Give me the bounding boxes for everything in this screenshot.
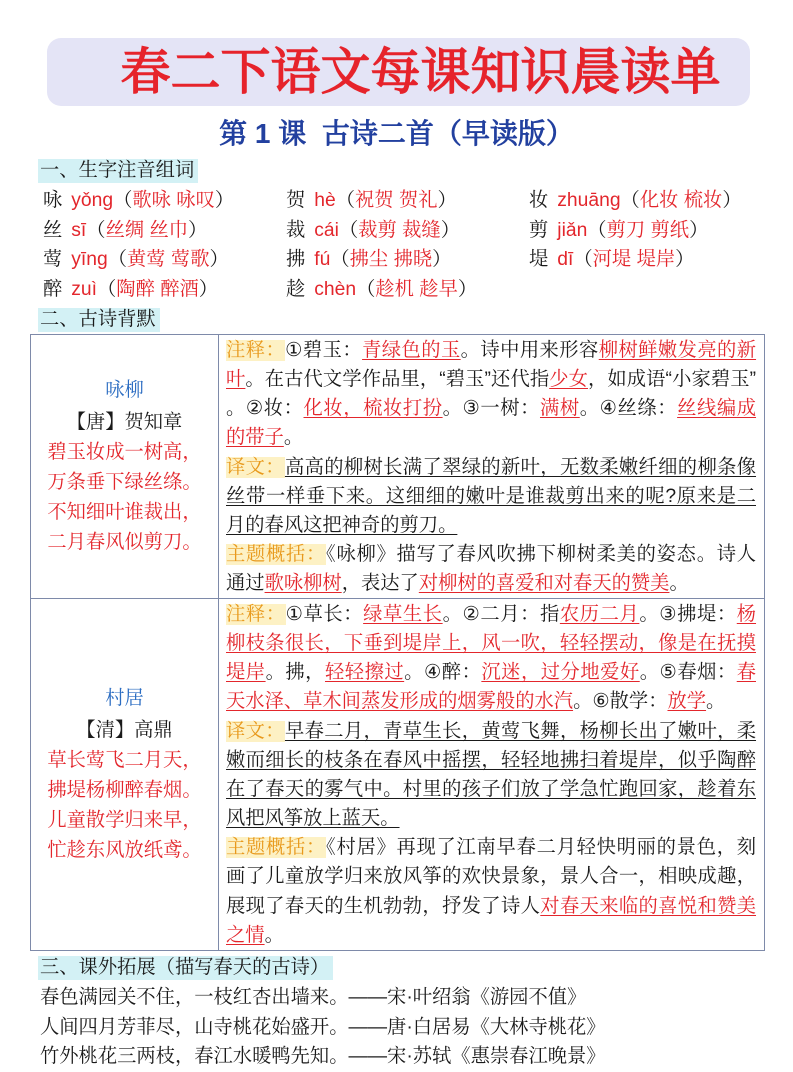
vocab-pinyin: yīng [71, 249, 108, 271]
notes-text: 高高的柳树长满了翠绿的新叶，无数柔嫩纤细的柳条像丝带一样垂下来。这细细的嫩叶是谁裁剪出来的呢?原来是二月的春风这把神奇的剪刀。 [226, 456, 757, 536]
vocab-words: 黄莺 莺歌 [127, 249, 210, 271]
paren-open: （ [338, 219, 359, 241]
vocab-words: 裁剪 裁缝 [358, 219, 441, 241]
key-phrase: 沉迷，过分地爱好 [481, 662, 640, 684]
paren-close: ） [188, 219, 208, 241]
vocab-words: 歌咏 咏叹 [132, 190, 215, 211]
vocab-pinyin: chèn [314, 279, 357, 301]
extension-poem-line: 春色满园关不住，一枝红杏出墙来。——宋·叶绍翁《游园不值》 [40, 987, 587, 1008]
vocab-words: 趁机 趁早 [375, 279, 458, 301]
section-heading-poems: 二、古诗背默 [38, 308, 160, 332]
vocab-pinyin: zhuāng [557, 190, 621, 211]
vocab-entry [529, 245, 772, 275]
vocab-pinyin: jiǎn [557, 219, 588, 241]
key-phrase: 对柳树的喜爱和对春天的赞美 [418, 573, 670, 595]
paragraph-label: 主题概括： [226, 837, 327, 859]
poem-line: 万条垂下绿丝绦。 [47, 471, 202, 493]
notes-paragraph [226, 453, 756, 540]
poem-title: 咏柳 [105, 379, 144, 401]
vocab-entry [529, 186, 772, 216]
notes-text: 。②二月：指 [442, 604, 560, 625]
notes-text: 。⑤春烟： [639, 662, 737, 684]
key-phrase: 轻轻擦过 [324, 662, 405, 684]
poem-line: 二月春风似剪刀。 [47, 531, 202, 553]
poem-line: 碧玉妆成一树高， [47, 441, 202, 463]
poem-author: 【唐】贺知章 [66, 411, 183, 433]
paren-open: （ [356, 279, 376, 301]
lesson-subtitle: 第 1 课 古诗二首（早读版） [219, 118, 574, 149]
vocab-grid [43, 186, 772, 305]
notes-text: 。 [264, 924, 284, 946]
vocab-words: 剪刀 剪纸 [606, 219, 690, 241]
paren-close: ） [437, 190, 457, 211]
vocab-character: 妆 [529, 190, 549, 211]
notes-text: 。 [706, 691, 726, 713]
vocab-character: 裁 [286, 219, 306, 241]
extension-list [40, 983, 606, 1072]
vocab-pinyin: dī [557, 249, 574, 271]
vocab-entry [286, 216, 529, 246]
notes-text: 。④醉： [404, 662, 482, 684]
notes-text: 早春二月，青草生长，黄莺飞舞，杨柳长出了嫩叶，柔嫩而细长的枝条在春风中摇摆，轻轻地拂扫着堤岸，似乎陶醉在了春天的雾气中。村里的孩子们放了学急忙跑回家，趁着东风把风筝放上蓝天。 [226, 720, 757, 830]
vocab-character: 贺 [286, 190, 306, 211]
poem-text-cell [31, 335, 219, 599]
paren-open: （ [620, 190, 640, 211]
poem-line: 儿童散学归来早， [47, 809, 202, 831]
poem-line: 忙趁东风放纸鸢。 [47, 839, 202, 861]
key-phrase: 青绿色的玉 [362, 340, 461, 361]
vocab-character: 剪 [529, 219, 549, 241]
poem-author: 【清】高鼎 [76, 719, 173, 741]
notes-text: 。 [283, 427, 304, 449]
paren-close: ） [432, 249, 452, 271]
section-heading-extension: 三、课外拓展（描写春天的古诗） [38, 956, 333, 980]
notes-text: ①碧玉： [285, 340, 363, 361]
paren-open: （ [107, 249, 128, 271]
vocab-character: 咏 [43, 190, 63, 211]
notes-text: 《村居》再现了江南早春二月轻快明丽的景色，刻画了儿童放学归来放风筝的欢快景象，景人合一，相映成趣，展现了春天的生机勃勃，抒发了诗人 [226, 837, 757, 917]
notes-text: 。③一树： [442, 398, 540, 420]
notes-text: 《咏柳》描写了春风吹拂下柳树柔美的姿态。诗人通过 [226, 544, 757, 595]
vocab-character: 堤 [529, 249, 549, 271]
extension-poem-line: 竹外桃花三两枝，春江水暖鸭先知。——宋·苏轼《惠崇春江晚景》 [40, 1046, 606, 1067]
notes-text: 。⑥散学： [573, 691, 668, 713]
vocab-words: 化妆 梳妆 [639, 190, 723, 211]
poem-table [30, 334, 765, 951]
key-phrase: 杨柳枝条很长，下垂到堤岸上，风一吹，轻轻摆动，像是在抚摸堤岸 [226, 604, 757, 684]
notes-text: 。诗中用来形容 [460, 340, 599, 361]
paren-open: （ [86, 219, 106, 241]
poem-title: 村居 [105, 687, 144, 709]
key-phrase: 绿草生长 [363, 604, 443, 625]
paren-close: ） [214, 190, 235, 211]
poem-text-cell [31, 599, 219, 950]
vocab-pinyin: hè [314, 190, 336, 211]
paragraph-label: 主题概括： [226, 544, 327, 566]
paragraph-label: 译文： [226, 720, 285, 742]
paren-close: ） [722, 190, 742, 211]
notes-text: 。③拂堤： [639, 604, 737, 625]
vocab-entry [43, 245, 286, 275]
vocab-character: 丝 [43, 219, 63, 241]
paren-open: （ [573, 249, 593, 271]
notes-paragraph [226, 540, 756, 598]
paren-close: ） [209, 249, 229, 271]
vocab-pinyin: yǒng [71, 190, 114, 211]
vocab-entry [43, 186, 286, 216]
vocab-entry [286, 275, 529, 305]
paren-open: （ [113, 190, 133, 211]
poem-line: 不知细叶谁裁出， [47, 501, 202, 523]
key-phrase: 放学 [667, 691, 707, 713]
poem-notes-cell [219, 335, 764, 599]
paragraph-label: 注释： [226, 340, 286, 361]
paren-open: （ [335, 190, 356, 211]
vocab-pinyin: zuì [71, 279, 98, 301]
vocab-character: 醉 [43, 279, 63, 301]
paren-close: ） [198, 279, 219, 301]
key-phrase: 春天水泽、草木间蒸发形成的烟雾般的水汽 [226, 662, 756, 713]
vocab-pinyin: cái [314, 219, 339, 241]
notes-text: 。在古代文学作品里，“碧玉”还代指 [245, 369, 550, 391]
poem-notes-cell [219, 599, 764, 950]
key-phrase: 化妆，梳妆打扮 [303, 398, 443, 420]
paragraph-label: 译文： [226, 456, 285, 478]
key-phrase: 对春天来临的喜悦和赞美之情 [226, 895, 757, 946]
notes-text: ，如成语“小家碧玉”。②妆： [226, 369, 757, 420]
paren-close: ） [689, 219, 709, 241]
vocab-words: 祝贺 贺礼 [355, 190, 438, 211]
key-phrase: 满树 [539, 398, 580, 420]
paren-close: ） [675, 249, 695, 271]
vocab-entry [43, 216, 286, 246]
vocab-entry [286, 245, 529, 275]
page-title: 春二下语文每课知识晨读单 [120, 44, 721, 100]
vocab-entry [286, 186, 529, 216]
paren-open: （ [587, 219, 607, 241]
extension-poem-line: 人间四月芳菲尽，山寺桃花始盛开。——唐·白居易《大林寺桃花》 [40, 1016, 606, 1038]
section-heading-vocab: 一、生字注音组词 [38, 159, 198, 183]
poem-line: 拂堤杨柳醉春烟。 [47, 779, 202, 801]
vocab-words: 拂尘 拂晓 [349, 249, 433, 271]
notes-text: 。拂， [265, 662, 325, 684]
vocab-words: 河堤 堤岸 [592, 249, 676, 271]
poem-line: 草长莺飞二月天， [47, 749, 202, 771]
notes-paragraph [226, 833, 756, 950]
vocab-words: 陶醉 醉酒 [116, 279, 199, 301]
vocab-entry [43, 275, 286, 305]
key-phrase: 歌咏柳树 [264, 573, 342, 595]
vocab-words: 丝绸 丝巾 [105, 219, 189, 241]
paren-close: ） [457, 279, 478, 301]
paragraph-label: 注释： [226, 604, 286, 625]
notes-text: 。 [669, 573, 689, 595]
vocab-pinyin: sī [71, 219, 87, 241]
key-phrase: 丝线编成的带子 [226, 398, 757, 449]
notes-paragraph [226, 336, 756, 453]
notes-text: ，表达了 [341, 573, 419, 595]
paren-open: （ [97, 279, 117, 301]
vocab-entry [529, 216, 772, 246]
notes-text: 。④丝绦： [579, 398, 678, 420]
vocab-character: 趁 [286, 279, 306, 301]
key-phrase: 农历二月 [559, 604, 640, 625]
vocab-character: 莺 [43, 249, 63, 271]
notes-text: ①草长： [285, 604, 364, 625]
key-phrase: 少女 [549, 369, 588, 391]
notes-paragraph [226, 717, 756, 834]
vocab-pinyin: fú [314, 249, 331, 271]
notes-paragraph [226, 600, 756, 717]
key-phrase: 柳树鲜嫩发亮的新叶 [226, 340, 757, 391]
vocab-character: 拂 [286, 249, 306, 271]
paren-open: （ [330, 249, 350, 271]
paren-close: ） [440, 219, 460, 241]
